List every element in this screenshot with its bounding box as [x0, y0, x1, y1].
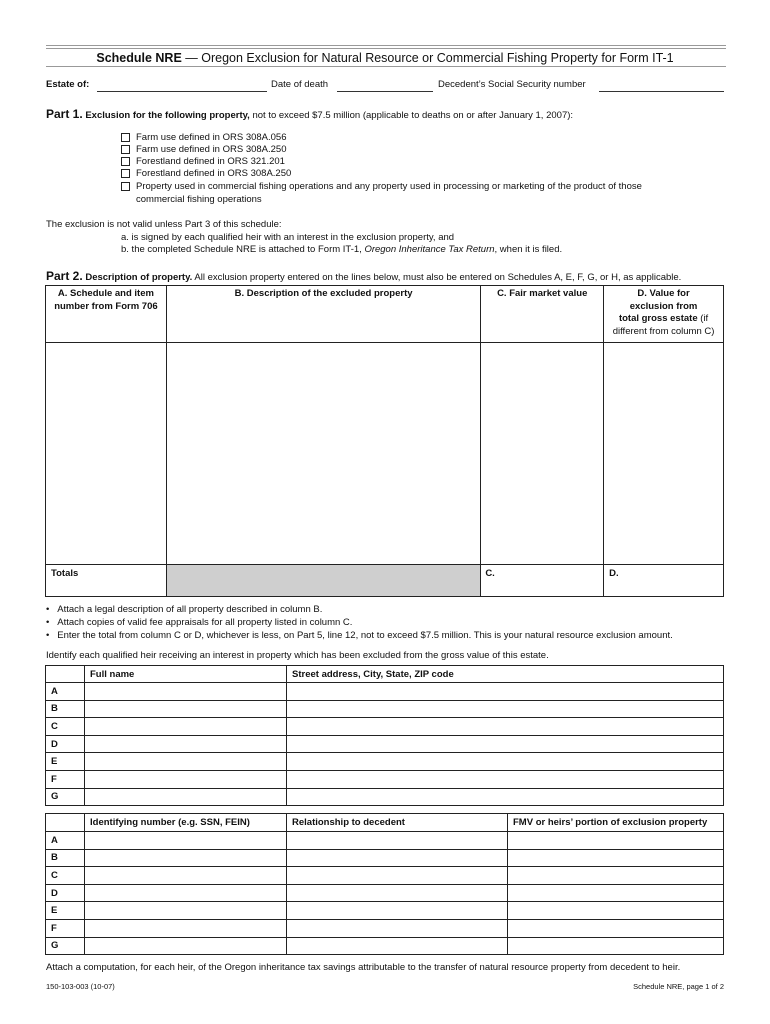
heir-relationship-field[interactable] — [287, 884, 508, 902]
heir-fmv-field[interactable] — [508, 884, 724, 902]
heir-name-field[interactable] — [85, 683, 287, 701]
top-rule-1 — [46, 45, 726, 46]
heir-id-field[interactable] — [85, 849, 287, 867]
col-b-header: B. Description of the excluded property — [166, 286, 480, 343]
property-table — [45, 285, 724, 597]
heir-address-field[interactable] — [287, 683, 724, 701]
full-name-header: Full name — [85, 666, 287, 683]
col-a-header: A. Schedule and item number from Form 706 — [46, 286, 167, 343]
checkbox-label: Forestland defined in ORS 308A.250 — [136, 168, 292, 179]
heir-fmv-field[interactable] — [508, 832, 724, 850]
relationship-header: Relationship to decedent — [287, 814, 508, 832]
heir-id-field[interactable] — [85, 884, 287, 902]
date-of-death-label: Date of death — [271, 79, 329, 90]
heir-address-field[interactable] — [287, 788, 724, 806]
heir-row-label: G — [46, 937, 85, 955]
row-label-header — [46, 814, 85, 832]
heir-row-label: D — [46, 884, 85, 902]
heir-id-field[interactable] — [85, 902, 287, 920]
heir-relationship-field[interactable] — [287, 867, 508, 885]
heir-address-field[interactable] — [287, 753, 724, 771]
col-d-entry[interactable] — [604, 343, 724, 565]
col-a-entry[interactable] — [46, 343, 167, 565]
heir-row-label: F — [46, 919, 85, 937]
heir-address-field[interactable] — [287, 718, 724, 736]
fmv-header: FMV or heirs’ portion of exclusion property — [508, 814, 724, 832]
col-d-header: D. Value for exclusion from total gross estate (if different from column C) — [604, 286, 724, 343]
checkbox-forest-321201[interactable] — [121, 157, 130, 166]
estate-field[interactable] — [97, 81, 267, 92]
validity-a: a. is signed by each qualified heir with an interest in the exclusion property, and — [121, 232, 455, 243]
totals-c-field[interactable]: C. — [481, 565, 604, 597]
heirs-id-table — [45, 813, 724, 955]
date-of-death-field[interactable] — [337, 81, 433, 92]
page-title: Schedule NRE — Oregon Exclusion for Natural Resource or Commercial Fishing Property for Form IT-1 — [96, 51, 674, 65]
ssn-field[interactable] — [599, 81, 724, 92]
heir-row-label: F — [46, 770, 85, 788]
heir-name-field[interactable] — [85, 753, 287, 771]
heir-address-field[interactable] — [287, 735, 724, 753]
totals-shaded-cell — [166, 565, 480, 597]
checkbox-farm-308a056[interactable] — [121, 133, 130, 142]
col-b-entry[interactable] — [166, 343, 480, 565]
heirs-name-table — [45, 665, 724, 806]
heir-row-label: E — [46, 902, 85, 920]
col-c-header: C. Fair market value — [481, 286, 604, 343]
form-number: 150-103-003 (10-07) — [46, 982, 115, 991]
heir-row-label: A — [46, 683, 85, 701]
heir-name-field[interactable] — [85, 718, 287, 736]
heir-row-label: B — [46, 849, 85, 867]
row-label-header — [46, 666, 85, 683]
heir-relationship-field[interactable] — [287, 902, 508, 920]
part2-heading: Part 2. Description of property. All exclusion property entered on the lines below, must also be entered on Schedules A, E, F, G, or H, as applicable. — [46, 269, 682, 283]
heir-relationship-field[interactable] — [287, 919, 508, 937]
heir-relationship-field[interactable] — [287, 937, 508, 955]
validity-intro: The exclusion is not valid unless Part 3 of this schedule: — [46, 219, 282, 230]
heir-row-label: E — [46, 753, 85, 771]
heir-relationship-field[interactable] — [287, 849, 508, 867]
heir-name-field[interactable] — [85, 735, 287, 753]
checkbox-commercial-fishing[interactable] — [121, 182, 130, 191]
heir-fmv-field[interactable] — [508, 919, 724, 937]
ssn-label: Decedent’s Social Security number — [438, 79, 586, 90]
validity-b: b. the completed Schedule NRE is attached to Form IT-1, Oregon Inheritance Tax Return, when it is filed. — [121, 244, 563, 255]
heir-name-field[interactable] — [85, 700, 287, 718]
col-c-entry[interactable] — [481, 343, 604, 565]
heir-name-field[interactable] — [85, 770, 287, 788]
top-rule-2 — [46, 48, 726, 49]
heir-row-label: D — [46, 735, 85, 753]
heir-fmv-field[interactable] — [508, 937, 724, 955]
id-number-header: Identifying number (e.g. SSN, FEIN) — [85, 814, 287, 832]
heir-address-field[interactable] — [287, 700, 724, 718]
checkbox-label-continued: commercial fishing operations — [136, 194, 262, 205]
heir-row-label: B — [46, 700, 85, 718]
heir-id-field[interactable] — [85, 937, 287, 955]
heir-id-field[interactable] — [85, 832, 287, 850]
title-underline — [46, 66, 726, 67]
checkbox-forest-308a250[interactable] — [121, 169, 130, 178]
checkbox-label: Property used in commercial fishing operations and any property used in processing or marketing of the product of those — [136, 181, 642, 192]
heir-row-label: C — [46, 867, 85, 885]
heir-fmv-field[interactable] — [508, 849, 724, 867]
bullet-item: • Attach copies of valid fee appraisals for all property listed in column C. — [46, 617, 353, 628]
checkbox-label: Forestland defined in ORS 321.201 — [136, 156, 285, 167]
heir-id-field[interactable] — [85, 919, 287, 937]
heir-fmv-field[interactable] — [508, 902, 724, 920]
estate-label: Estate of: — [46, 79, 90, 90]
heir-row-label: C — [46, 718, 85, 736]
bullet-item: • Enter the total from column C or D, whichever is less, on Part 5, line 12, not to exceed $7.5 million. This is your natural resource exclusion amount. — [46, 630, 673, 641]
heir-relationship-field[interactable] — [287, 832, 508, 850]
checkbox-farm-308a250[interactable] — [121, 145, 130, 154]
checkbox-label: Farm use defined in ORS 308A.056 — [136, 132, 287, 143]
part1-heading: Part 1. Exclusion for the following property, not to exceed $7.5 million (applicable to deaths on or after January 1, 2007): — [46, 107, 574, 121]
bullet-item: • Attach a legal description of all property described in column B. — [46, 604, 323, 615]
checkbox-label: Farm use defined in ORS 308A.250 — [136, 144, 287, 155]
heir-name-field[interactable] — [85, 788, 287, 806]
totals-d-field[interactable]: D. — [604, 565, 724, 597]
totals-label: Totals — [46, 565, 167, 597]
heir-id-field[interactable] — [85, 867, 287, 885]
heir-fmv-field[interactable] — [508, 867, 724, 885]
address-header: Street address, City, State, ZIP code — [287, 666, 724, 683]
heir-row-label: A — [46, 832, 85, 850]
heir-address-field[interactable] — [287, 770, 724, 788]
heirs-intro: Identify each qualified heir receiving an interest in property which has been excluded from the gross value of this estate. — [46, 650, 549, 661]
attach-computation-note: Attach a computation, for each heir, of the Oregon inheritance tax savings attributable to the transfer of natural resource property from decedent to heir. — [46, 962, 681, 973]
heir-row-label: G — [46, 788, 85, 806]
page-number: Schedule NRE, page 1 of 2 — [633, 982, 724, 991]
